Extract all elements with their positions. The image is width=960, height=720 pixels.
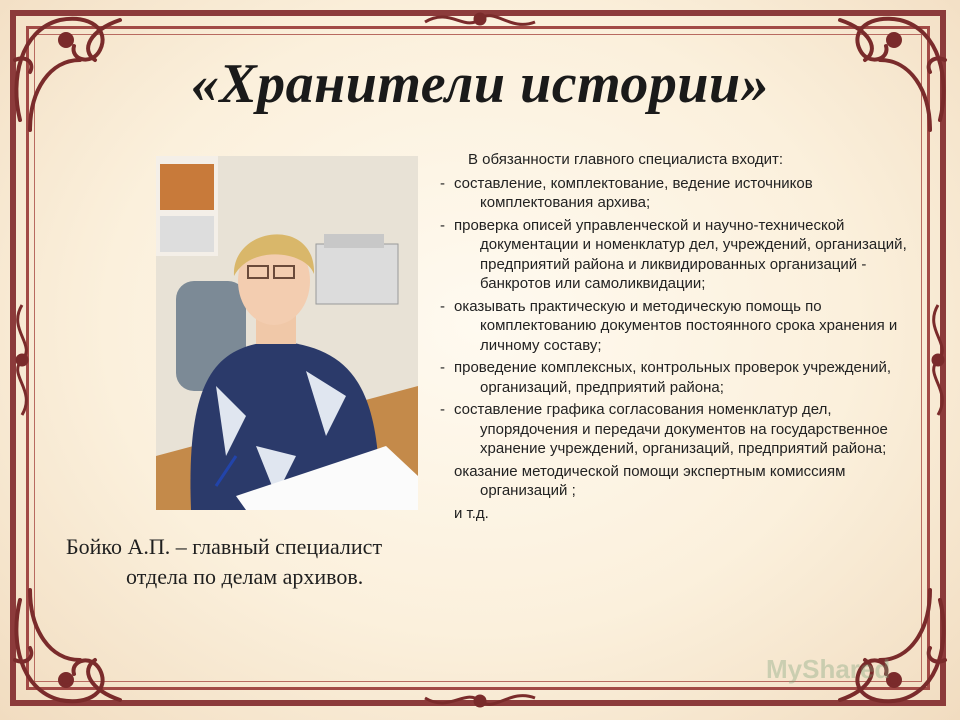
side-ornament-icon bbox=[2, 300, 42, 420]
duty-item bbox=[440, 297, 910, 356]
duty-item bbox=[440, 216, 910, 294]
duty-dash: - bbox=[440, 216, 445, 234]
top-ornament-icon bbox=[420, 2, 540, 36]
duty-item bbox=[440, 400, 910, 459]
duty-text: проверка описей управленческой и научно-технической документации и номенклатур дел, учреждений, организаций, предприятий района и ликвидированных организаций - банкротов или самоликвидации; bbox=[454, 216, 907, 292]
duties-list bbox=[440, 150, 910, 526]
side-ornament-icon bbox=[918, 300, 958, 420]
duty-text: составление графика согласования номенклатур дел, упорядочения и передачи документов на государственное хранение учреждений, организаций, предприятий района; bbox=[454, 401, 888, 457]
caption-line: отдела по делам архивов. bbox=[126, 564, 364, 589]
portrait-photo bbox=[156, 156, 418, 510]
duty-dash: - bbox=[440, 297, 445, 315]
corner-ornament-icon bbox=[810, 570, 960, 720]
duty-item bbox=[440, 174, 910, 213]
duty-text: проведение комплексных, контрольных проверок учреждений, организаций, предприятий района; bbox=[454, 359, 892, 396]
duty-dash: - bbox=[440, 174, 445, 192]
duty-text: оказывать практическую и методическую помощь по комплектованию документов постоянного срока хранения и личному составу; bbox=[454, 297, 898, 354]
duty-item bbox=[440, 358, 910, 397]
duty-item bbox=[440, 504, 910, 524]
duty-text: оказание методической помощи экспертным комиссиям организаций ; bbox=[454, 462, 846, 499]
bottom-ornament-icon bbox=[420, 684, 540, 718]
duty-text: и т.д. bbox=[454, 504, 489, 522]
duty-dash: - bbox=[440, 359, 445, 376]
corner-ornament-icon bbox=[0, 570, 150, 720]
slide-title: «Хранители истории» bbox=[190, 53, 770, 115]
duty-dash: - bbox=[440, 401, 445, 418]
duty-item bbox=[440, 462, 910, 501]
duty-text: составление, комплектование, ведение источников комплектования архива; bbox=[454, 174, 813, 211]
watermark: MyShared bbox=[766, 654, 891, 684]
duties-intro: В обязанности главного специалиста входит: bbox=[468, 151, 784, 168]
caption-line: Бойко А.П. – главный специалист bbox=[66, 534, 383, 559]
photo-caption bbox=[62, 532, 462, 592]
